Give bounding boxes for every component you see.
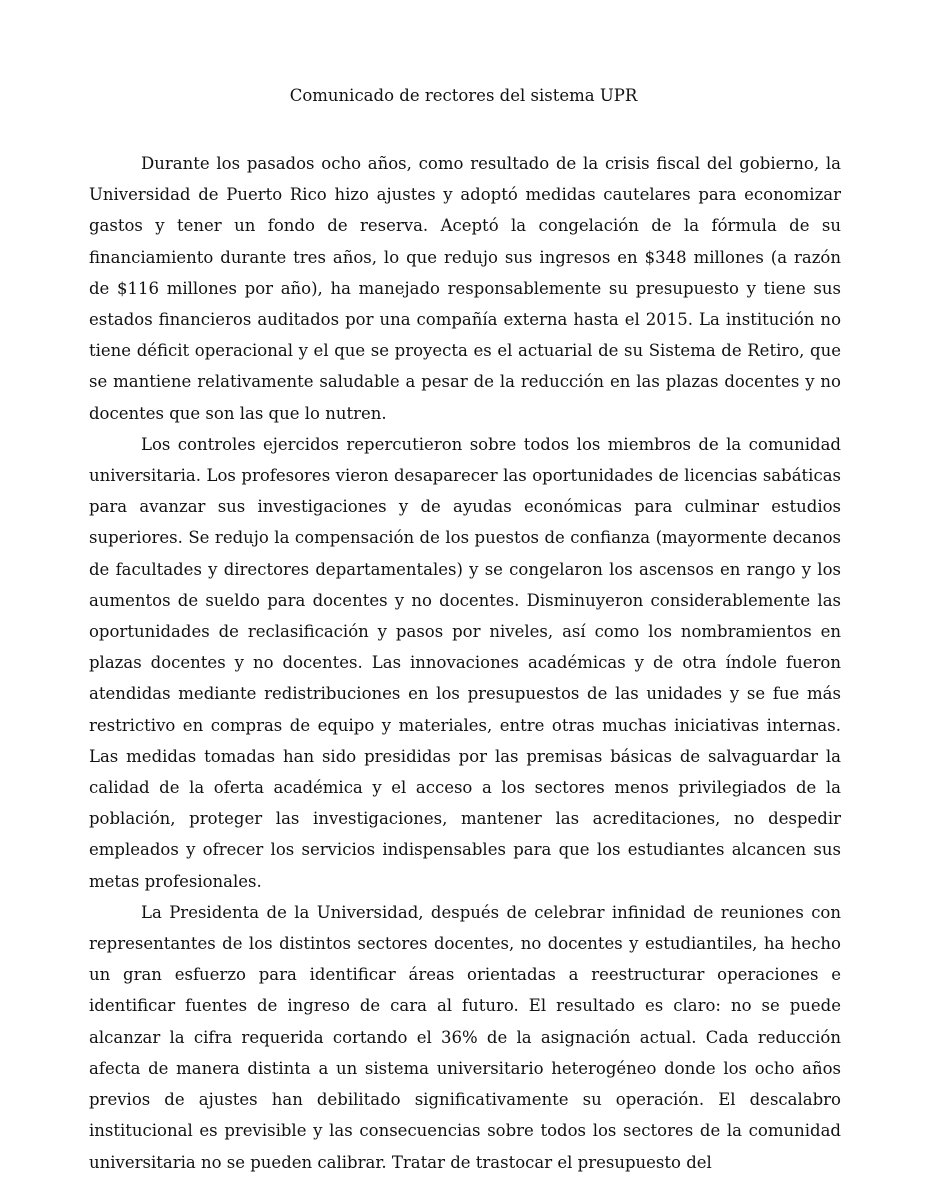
document-body [89, 148, 841, 1178]
paragraph-2: Los controles ejercidos repercutieron sobre todos los miembros de la comunidad universitaria. Los profesores vieron desaparecer las oportunidades de licencias sabáticas para avanzar sus investigaciones y de ayudas económicas para culminar estudios superiores. Se redujo la compensación de los puestos de confianza (mayormente decanos de facultades y directores departamentales) y se congelaron los ascensos en rango y los aumentos de sueldo para docentes y no docentes. Disminuyeron considerablemente las oportunidades de reclasificación y pasos por niveles, así como los nombramientos en plazas docentes y no docentes. Las innovaciones académicas y de otra índole fueron atendidas mediante redistribuciones en los presupuestos de las unidades y se fue más restrictivo en compras de equipo y materiales, entre otras muchas iniciativas internas. Las medidas tomadas han sido presididas por las premisas básicas de salvaguardar la calidad de la oferta académica y el acceso a los sectores menos privilegiados de la población, proteger las investigaciones, mantener las acreditaciones, no despedir empleados y ofrecer los servicios indispensables para que los estudiantes alcancen sus metas profesionales. [89, 434, 841, 891]
paragraph-1: Durante los pasados ocho años, como resultado de la crisis fiscal del gobierno, la Universidad de Puerto Rico hizo ajustes y adoptó medidas cautelares para economizar gastos y tener un fondo de reserva. Aceptó la congelación de la fórmula de su financiamiento durante tres años, lo que redujo sus ingresos en $348 millones (a razón de $116 millones por año), ha manejado responsablemente su presupuesto y tiene sus estados financieros auditados por una compañía externa hasta el 2015. La institución no tiene déficit operacional y el que se proyecta es el actuarial de su Sistema de Retiro, que se mantiene relativamente saludable a pesar de la reducción en las plazas docentes y no docentes que son las que lo nutren. [89, 154, 841, 423]
paragraph-3: La Presidenta de la Universidad, después de celebrar infinidad de reuniones con representantes de los distintos sectores docentes, no docentes y estudiantiles, ha hecho un gran esfuerzo para identificar áreas orientadas a reestructurar operaciones e identificar fuentes de ingreso de cara al futuro. El resultado es claro: no se puede alcanzar la cifra requerida cortando el 36% de la asignación actual. Cada reducción afecta de manera distinta a un sistema universitario heterogéneo donde los ocho años previos de ajustes han debilitado significativamente su operación. El descalabro institucional es previsible y las consecuencias sobre todos los sectores de la comunidad universitaria no se pueden calibrar. Tratar de trastocar el presupuesto del [89, 902, 841, 1172]
document-title: Comunicado de rectores del sistema UPR [289, 86, 638, 105]
